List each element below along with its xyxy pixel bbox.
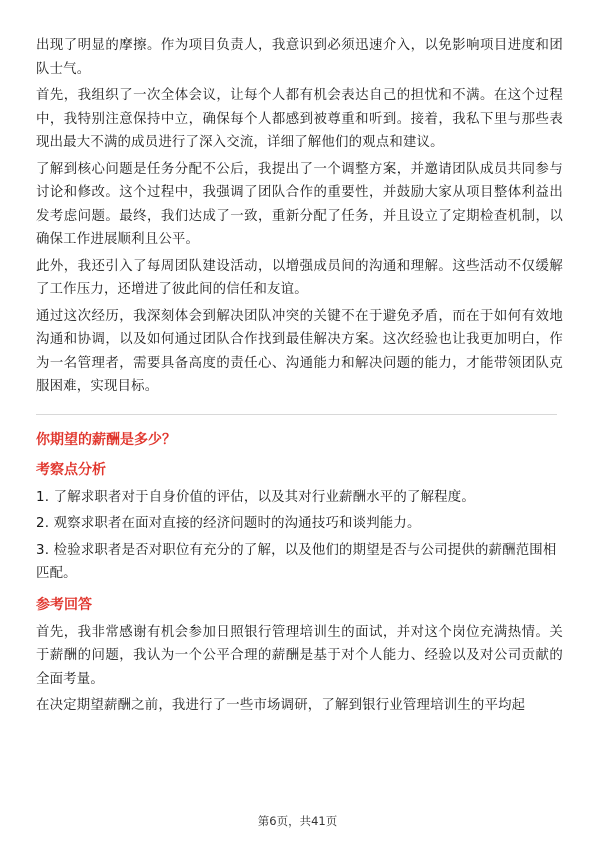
analysis-item: 2. 观察求职者在面对直接的经济问题时的沟通技巧和谈判能力。 (36, 516, 421, 531)
analysis-item: 3. 检验求职者是否对职位有充分的了解，以及他们的期望是否与公司提供的薪酬范围相匹配。 (36, 542, 557, 581)
answer-paragraph: 首先，我非常感谢有机会参加日照银行管理培训生的面试，并对这个岗位充满热情。关于薪酬的问题，我认为一个公平合理的薪酬是基于对个人能力、经验以及对公司贡献的全面考量。 (36, 624, 563, 687)
body-paragraph: 首先，我组织了一次全体会议，让每个人都有机会表达自己的担忧和不满。在这个过程中，我特别注意保持中立，确保每个人都感到被尊重和听到。接着，我私下里与那些表现出最大不满的成员进行了深入交流，详细了解他们的观点和建议。 (36, 88, 563, 150)
body-paragraph: 出现了明显的摩擦。作为项目负责人，我意识到必须迅速介入，以免影响项目进度和团队士气。 (36, 38, 563, 77)
body-paragraph: 通过这次经历，我深刻体会到解决团队冲突的关键不在于避免矛盾，而在于如何有效地沟通和协调，以及如何通过团队合作找到最佳解决方案。这次经验也让我更加明白，作为一名管理者，需要具备高度的责任心、沟通能力和解决问题的能力，才能带领团队克服困难，实现目标。 (36, 308, 563, 394)
page-content (36, 34, 563, 721)
answer-heading: 参考回答 (36, 596, 92, 613)
analysis-heading: 考察点分析 (36, 461, 106, 478)
question-heading: 你期望的薪酬是多少？ (36, 431, 176, 448)
analysis-item: 1. 了解求职者对于自身价值的评估，以及其对行业薪酬水平的了解程度。 (36, 489, 475, 505)
body-paragraph: 此外，我还引入了每周团队建设活动，以增强成员间的沟通和理解。这些活动不仅缓解了工作压力，还增进了彼此间的信任和友谊。 (36, 258, 563, 297)
section-divider (36, 414, 557, 415)
answer-paragraph: 在决定期望薪酬之前，我进行了一些市场调研，了解到银行业管理培训生的平均起 (36, 698, 526, 713)
page-number-footer: 第6页，共41页 (257, 814, 338, 828)
body-paragraph: 了解到核心问题是任务分配不公后，我提出了一个调整方案，并邀请团队成员共同参与讨论和修改。这个过程中，我强调了团队合作的重要性，并鼓励大家从项目整体利益出发考虑问题。最终，我们达成了一致，重新分配了任务，并且设立了定期检查机制，以确保工作进展顺利且公平。 (36, 161, 563, 247)
